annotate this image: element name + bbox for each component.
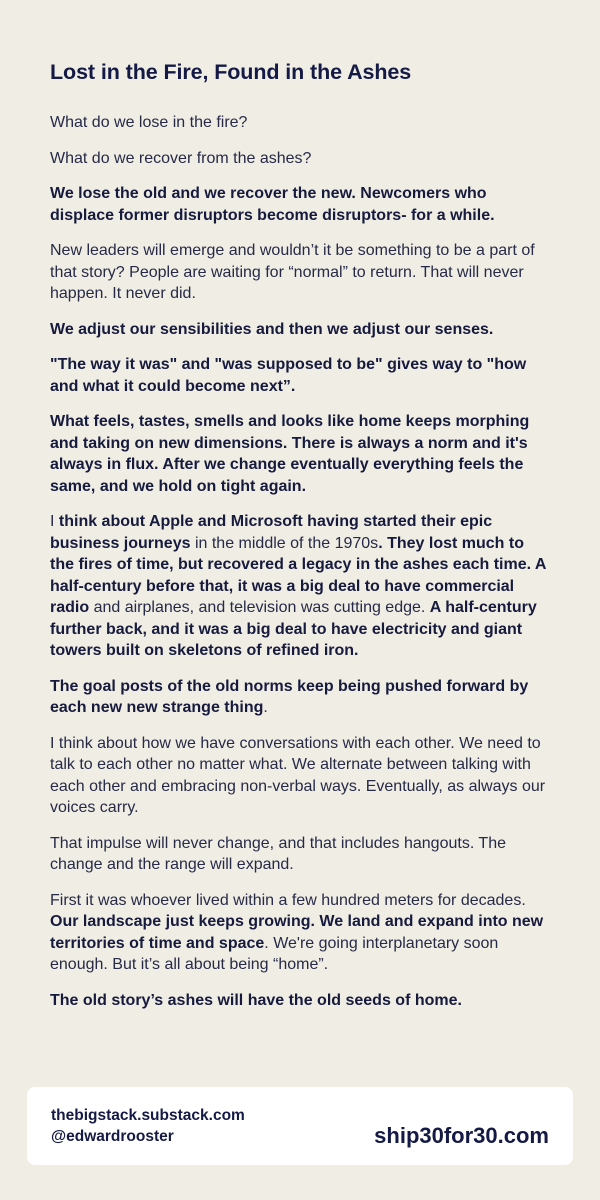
bold-text: A half-century further back, and it was a big deal to have electricity and giant towers built on skeletons of refined iron. (50, 599, 537, 659)
text-run: New leaders will emerge and wouldn’t it be something to be a part of that story? People are waiting for “normal” to return. That will never happen. It never did. (50, 242, 535, 302)
text-run: in the middle of the 1970s (190, 534, 379, 552)
footer-credits (51, 1105, 245, 1147)
author-handle[interactable]: @edwardrooster (51, 1128, 174, 1145)
brand-link[interactable]: ship30for30.com (374, 1123, 549, 1148)
article-title: Lost in the Fire, Found in the Ashes (50, 60, 412, 84)
bold-text: What feels, tastes, smells and looks like home keeps morphing and taking on new dimensions. There is always a norm and it's always in flux. After we change eventually everything feels the same, and we hold on tight again. (50, 413, 530, 495)
bold-text: We lose the old and we recover the new. Newcomers who displace former disruptors become disruptors- for a while. (50, 185, 495, 224)
text-run: I (50, 513, 59, 530)
bold-text: . They lost much to the fires of time, but recovered a legacy in the ashes each time. A half-century before that, it was a big deal to have commercial radio (50, 534, 546, 616)
paragraph (50, 733, 550, 819)
paragraph (50, 148, 550, 170)
paragraph (50, 676, 550, 719)
paragraph (50, 183, 550, 226)
bold-text: We adjust our sensibilities and then we adjust our senses. (50, 320, 494, 338)
text-run: I think about how we have conversations with each other. We need to talk to each other no matter what. We alternate between talking with each other and embracing non-verbal ways. Eventually, as always our voices carry. (50, 734, 546, 816)
text-run: What do we recover from the ashes? (50, 149, 312, 167)
text-run: . We're going interplanetary soon enough. But it’s all about being “home”. (50, 934, 499, 973)
text-run: What do we lose in the fire? (50, 114, 248, 131)
text-run: That impulse will never change, and that includes hangouts. The change and the range will expand. (50, 834, 506, 873)
footer-card (27, 1087, 573, 1165)
bold-text: The goal posts of the old norms keep being pushed forward by each new new strange thing (50, 677, 529, 716)
text-run: . (263, 699, 268, 716)
bold-text: "The way it was" and "was supposed to be" gives way to "how and what it could become next”. (50, 356, 527, 395)
paragraph (50, 511, 550, 662)
article-body (50, 112, 550, 1011)
bold-text: Our landscape just keeps growing. We land and expand into new territories of time and space (50, 913, 544, 952)
paragraph (50, 240, 550, 305)
paragraph (50, 890, 550, 976)
site-link[interactable]: thebigstack.substack.com (51, 1107, 245, 1124)
paragraph (50, 833, 550, 876)
text-run: First it was whoever lived within a few hundred meters for decades. (50, 891, 526, 909)
paragraph (50, 354, 550, 397)
bold-text: think about Apple and Microsoft having started their epic business journeys (50, 513, 493, 552)
bold-text: The old story’s ashes will have the old seeds of home. (50, 991, 462, 1009)
paragraph (50, 990, 550, 1012)
paragraph (50, 411, 550, 497)
paragraph (50, 319, 550, 341)
text-run: and airplanes, and television was cutting edge. (89, 599, 430, 616)
paragraph (50, 112, 550, 134)
